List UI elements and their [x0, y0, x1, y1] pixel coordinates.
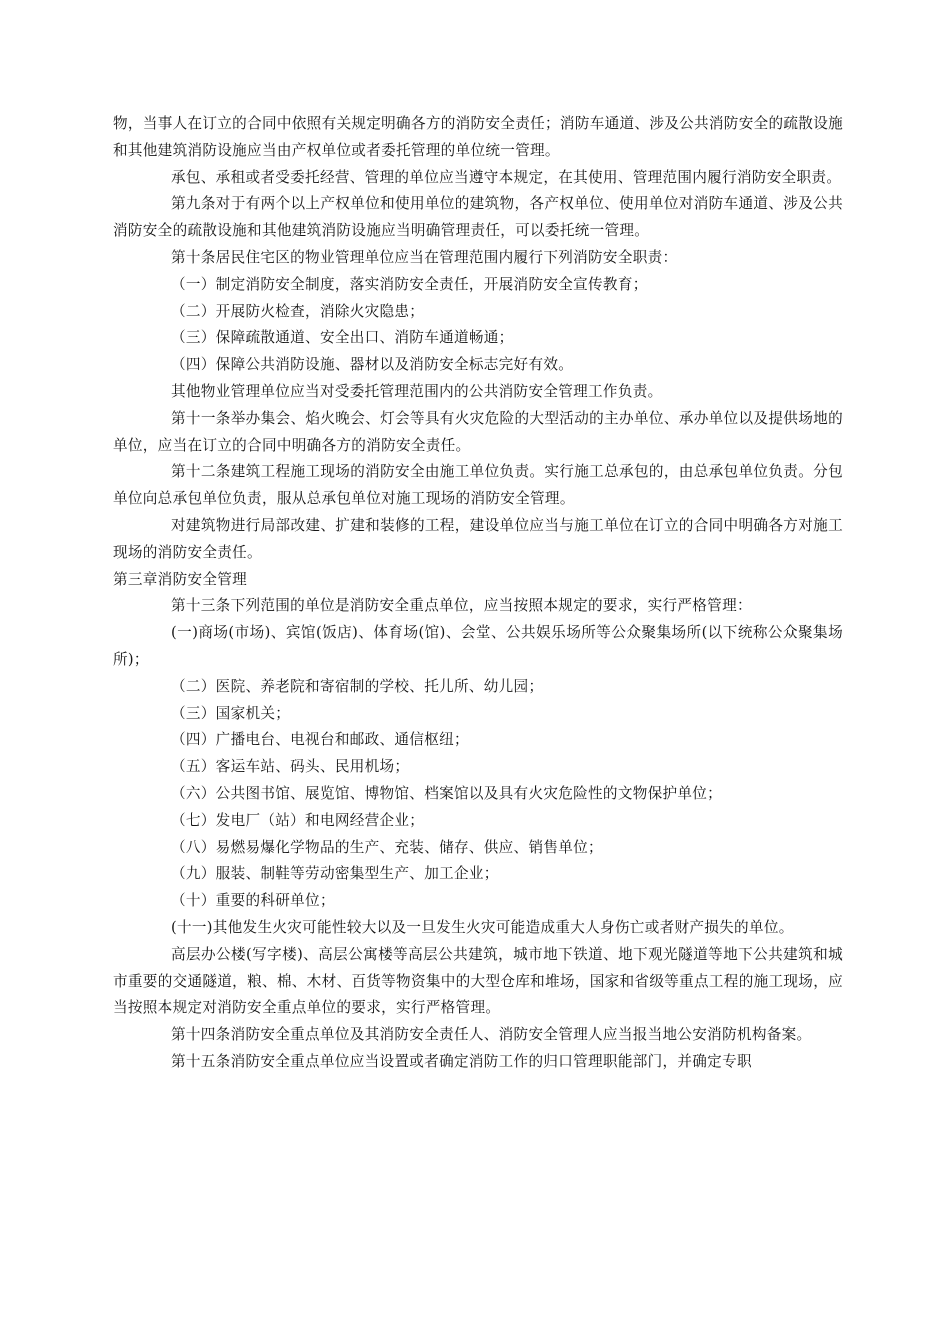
chapter-3-heading: 第三章消防安全管理: [113, 570, 248, 588]
article-13-item-3: （三）国家机关；: [171, 704, 291, 722]
article-10-item-4: （四）保障公共消防设施、器材以及消防安全标志完好有效。: [171, 356, 574, 374]
article-13-item-1: (一)商场(市场)、宾馆(饭店)、体育场(馆)、会堂、公共娱乐场所等公众聚集场所(以下统称公众聚集场所)；: [113, 624, 843, 668]
article-13-item-7: （七）发电厂（站）和电网经营企业；: [171, 811, 425, 829]
article-11: 第十一条举办集会、焰火晚会、灯会等具有火灾危险的大型活动的主办单位、承办单位以及提供场地的单位，应当在订立的合同中明确各方的消防安全责任。: [113, 409, 843, 454]
article-10: 第十条居民住宅区的物业管理单位应当在管理范围内履行下列消防安全职责：: [171, 248, 678, 266]
paragraph-renovation: 对建筑物进行局部改建、扩建和装修的工程，建设单位应当与施工单位在订立的合同中明确各方对施工现场的消防安全责任。: [113, 516, 843, 561]
article-10-item-3: （三）保障疏散通道、安全出口、消防车通道畅通；: [171, 329, 514, 347]
article-15: 第十五条消防安全重点单位应当设置或者确定消防工作的归口管理职能部门，并确定专职: [171, 1052, 752, 1070]
paragraph-continuation: 物，当事人在订立的合同中依照有关规定明确各方的消防安全责任；消防车通道、涉及公共消防安全的疏散设施和其他建筑消防设施应当由产权单位或者委托管理的单位统一管理。: [113, 115, 843, 159]
article-13-item-9: （九）服装、制鞋等劳动密集型生产、加工企业；: [171, 865, 499, 883]
article-9: 第九条对于有两个以上产权单位和使用单位的建筑物，各产权单位、使用单位对消防车通道、涉及公共消防安全的疏散设施和其他建筑消防设施应当明确管理责任，可以委托统一管理。: [113, 195, 843, 240]
article-13-item-11: (十一)其他发生火灾可能性较大以及一旦发生火灾可能造成重大人身伤亡或者财产损失的单位。: [171, 918, 794, 936]
article-13-item-4: （四）广播电台、电视台和邮政、通信枢纽；: [171, 731, 469, 749]
article-13-item-8: （八）易燃易爆化学物品的生产、充装、储存、供应、销售单位；: [171, 838, 603, 856]
document-page: [113, 111, 843, 1076]
article-13-item-6: （六）公共图书馆、展览馆、博物馆、档案馆以及具有火灾危险性的文物保护单位；: [171, 784, 723, 802]
article-12: 第十二条建筑工程施工现场的消防安全由施工单位负责。实行施工总承包的，由总承包单位负责。分包单位向总承包单位负责，服从总承包单位对施工现场的消防安全管理。: [113, 463, 843, 508]
article-10-item-2: （二）开展防火检查，消除火灾隐患；: [171, 302, 425, 320]
article-10-item-1: （一）制定消防安全制度，落实消防安全责任，开展消防安全宣传教育；: [171, 275, 648, 293]
article-13-item-5: （五）客运车站、码头、民用机场；: [171, 758, 410, 776]
article-13-item-10: （十）重要的科研单位；: [171, 892, 335, 910]
paragraph-high-rise: 高层办公楼(写字楼)、高层公寓楼等高层公共建筑，城市地下铁道、地下观光隧道等地下公共建筑和城市重要的交通隧道，粮、棉、木材、百货等物资集中的大型仓库和堆场，国家和省级等重点工程的施工现场，应当按照本规定对消防安全重点单位的要求，实行严格管理。: [113, 945, 843, 1017]
paragraph-contractor-duty: 承包、承租或者受委托经营、管理的单位应当遵守本规定，在其使用、管理范围内履行消防安全职责。: [171, 168, 842, 186]
article-13: 第十三条下列范围的单位是消防安全重点单位，应当按照本规定的要求，实行严格管理：: [171, 597, 752, 615]
paragraph-other-property: 其他物业管理单位应当对受委托管理范围内的公共消防安全管理工作负责。: [171, 382, 663, 400]
article-13-item-2: （二）医院、养老院和寄宿制的学校、托儿所、幼儿园；: [171, 677, 544, 695]
article-14: 第十四条消防安全重点单位及其消防安全责任人、消防安全管理人应当报当地公安消防机构备案。: [171, 1026, 812, 1044]
